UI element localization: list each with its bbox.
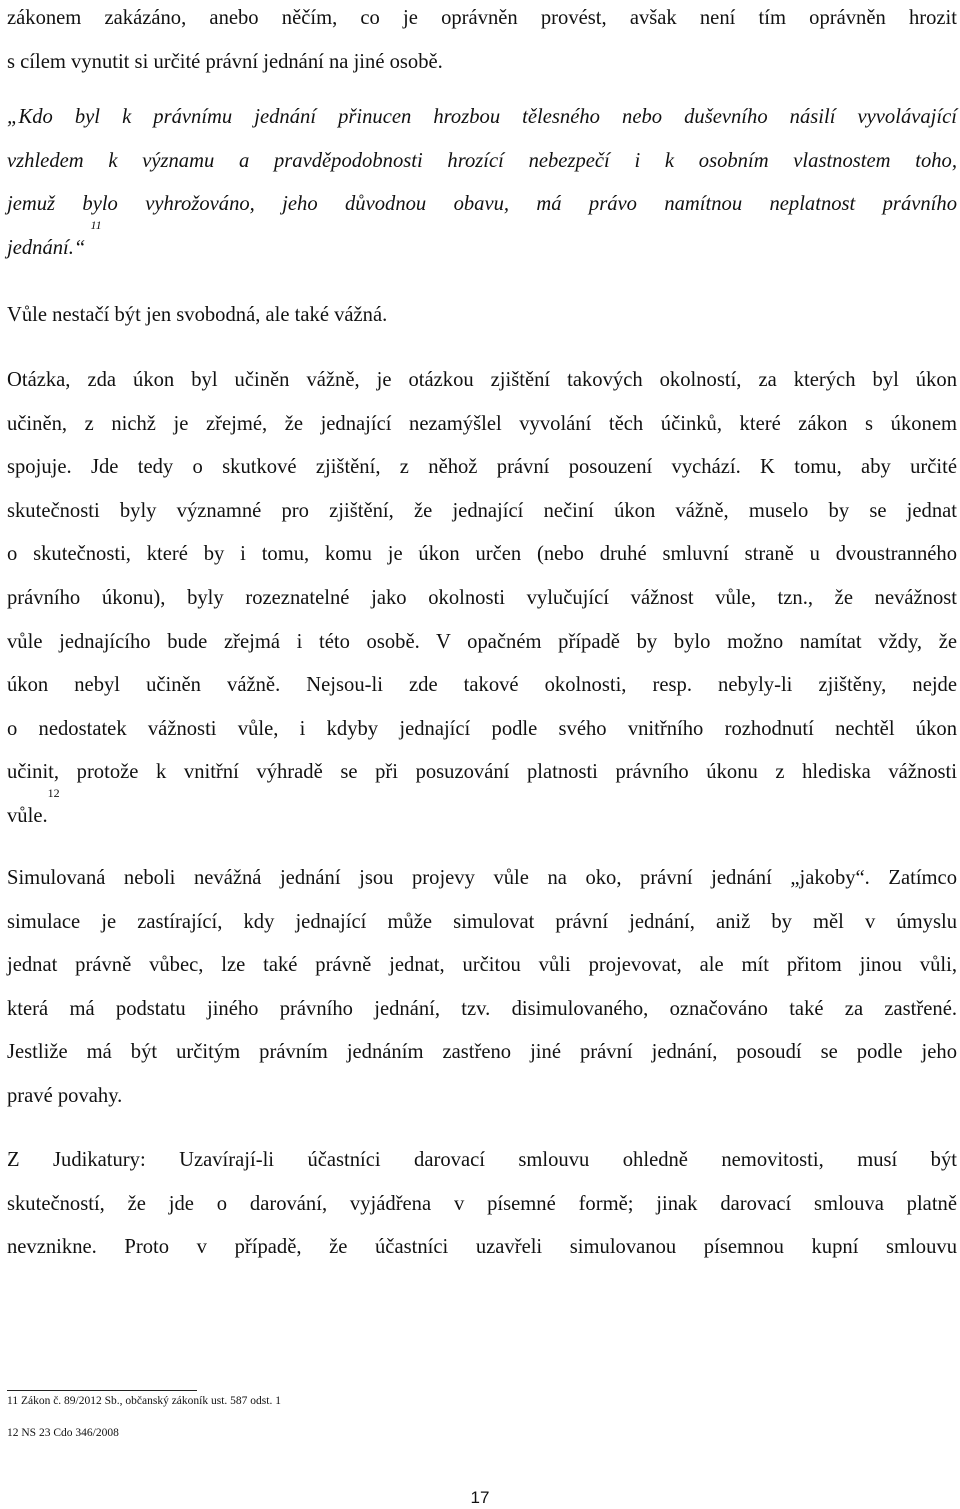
text-line [7, 217, 957, 271]
text-line: vzhledem k významu a pravděpodobnosti hrozící nebezpečí i k osobním vlastnostem toho, [7, 149, 957, 172]
text-line: pravé povahy. [7, 1084, 123, 1107]
footnote-ref-12: 12 [47, 785, 60, 800]
quote-paragraph [7, 96, 957, 270]
text-line: zákonem zakázáno, anebo něčím, co je oprávněn provést, avšak není tím oprávněn hrozit [7, 7, 957, 29]
text-line: o skutečnosti, které by i tomu, komu je úkon určen (nebo druhé smluvní straně u dvoustranného [7, 543, 957, 566]
page-number: 17 [470, 1488, 490, 1507]
section-heading [7, 294, 957, 338]
footnote-separator [7, 1390, 197, 1391]
text-line: vůle jednajícího bude zřejmá i této osobě. V opačném případě by bylo možno namítat vždy, že [7, 630, 957, 653]
text-line: Otázka, zda úkon byl učiněn vážně, je otázkou zjištění takových okolností, za kterých byl úkon [7, 369, 957, 391]
text-line: Jestliže má být určitým právním jednáním zastřeno jiné právní jednání, posoudí se podle jeho [7, 1041, 957, 1064]
text-line: Simulovaná neboli nevážná jednání jsou projevy vůle na oko, právní jednání „jakoby“. Zatímco [7, 867, 957, 889]
text-line: učiněn, z nichž je zřejmé, že jednající nezamýšlel vyvolání těch účinků, které zákon s úkonem [7, 412, 957, 435]
text-line: učinit, protože k vnitřní výhradě se při posuzování platnosti právního úkonu z hlediska vážnosti [7, 761, 957, 784]
footnote-11: 11 Zákon č. 89/2012 Sb., občanský zákoník ust. 587 odst. 1 [7, 1395, 281, 1407]
footnote-ref-11: 11 [90, 217, 102, 232]
heading-text: Vůle nestačí být jen svobodná, ale také vážná. [7, 304, 388, 326]
text-line: úkon nebyl učiněn vážně. Nejsou-li zde takové okolnosti, resp. nebyly-li zjištěny, nejde [7, 674, 957, 697]
text-line: „Kdo byl k právnímu jednání přinucen hrozbou tělesného nebo duševního násilí vyvolávající [7, 106, 957, 128]
footnote-12: 12 NS 23 Cdo 346/2008 [7, 1427, 119, 1439]
text-line: simulace je zastírající, kdy jednající může simulovat právní jednání, aniž by měl v úmyslu [7, 910, 957, 933]
intro-paragraph [7, 0, 957, 84]
paragraph-vaznost [7, 359, 957, 839]
text-line: o nedostatek vážnosti vůle, i kdyby jednající podle svého vnitřního rozhodnutí nechtěl úkon [7, 717, 957, 740]
text-line: právního úkonu), byly rozeznatelné jako okolnosti vylučující vážnost vůle, tzn., že nevážnost [7, 586, 957, 609]
text-line: jednat právně vůbec, lze také právně jednat, určitou vůli projevovat, ale mít přitom jinou vůli, [7, 954, 957, 977]
text-line: nevznikne. Proto v případě, že účastníci uzavřeli simulovanou písemnou kupní smlouvu [7, 1236, 957, 1259]
text-line: jemuž bylo vyhrožováno, jeho důvodnou obavu, má právo namítnou neplatnost právního [7, 193, 957, 216]
text-line [7, 785, 957, 839]
paragraph-judikatura [7, 1139, 957, 1270]
text-line: s cílem vynutit si určité právní jednání na jiné osobě. [7, 50, 443, 73]
text-line: která má podstatu jiného právního jednání, tzv. disimulovaného, označováno také za zastřené. [7, 997, 957, 1020]
paragraph-last-word: vůle. [7, 804, 48, 827]
text-line: spojuje. Jde tedy o skutkové zjištění, z něhož právní posouzení vychází. K tomu, aby určité [7, 456, 957, 479]
paragraph-simulace [7, 857, 957, 1119]
quote-last-words: jednání.“ [7, 236, 86, 259]
text-line: skutečností, že jde o darování, vyjádřena v písemné formě; jinak darovací smlouva platně [7, 1192, 957, 1215]
text-line: Z Judikatury: Uzavírají-li účastníci darovací smlouvu ohledně nemovitosti, musí být [7, 1149, 957, 1171]
text-line: skutečnosti byly významné pro zjištění, že jednající nečiní úkon vážně, muselo by se jednat [7, 499, 957, 522]
